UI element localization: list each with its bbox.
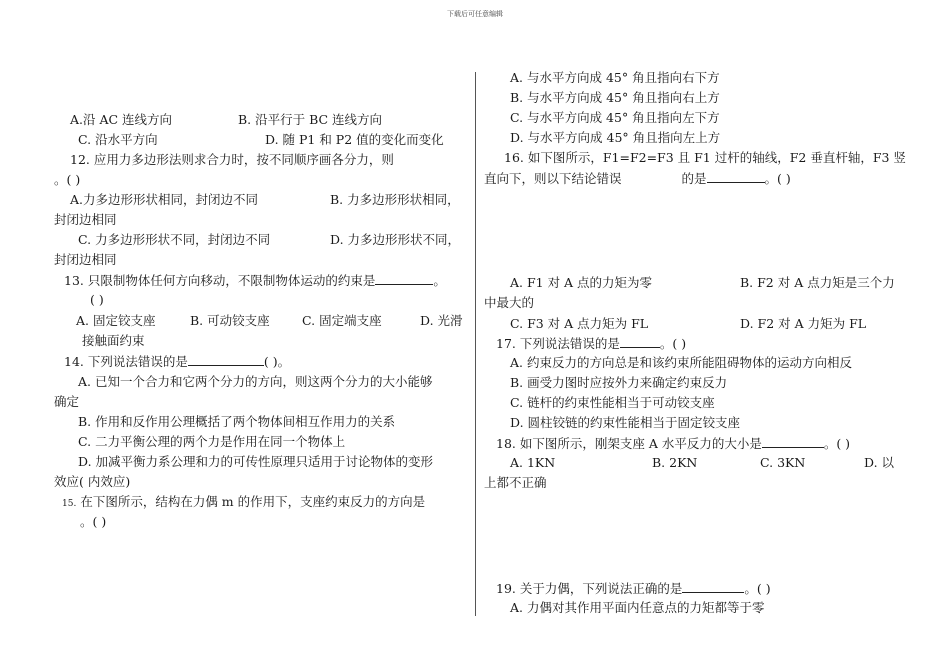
q16-option-b: B. F2 对 A 点力矩是三个力: [740, 275, 895, 290]
q11-option-a: A.沿 AC 连线方向: [70, 112, 173, 127]
q13-stem-text: 13. 只限制物体任何方向移动，不限制物体运动的约束是: [64, 273, 376, 288]
q11-option-d: D. 随 P1 和 P2 值的变化而变化: [265, 132, 444, 147]
q18-option-d: D. 以: [864, 455, 895, 470]
q16-stem-text-b: 的是: [681, 171, 707, 186]
q15-option-b: B. 与水平方向成 45° 角且指向右上方: [510, 90, 720, 105]
q12-option-b-cont: 封闭边相同: [54, 212, 117, 227]
q17-option-a: A. 约束反力的方向总是和该约束所能阻碍物体的运动方向相反: [510, 355, 852, 370]
q12-option-c: C. 力多边形形状不同，封闭边不同: [78, 232, 271, 247]
q14-option-d: D. 加减平衡力系公理和力的可传性原理只适用于讨论物体的变形: [78, 454, 434, 469]
q19-stem: [496, 580, 771, 597]
q14-stem: [64, 353, 290, 370]
q15-option-c: C. 与水平方向成 45° 角且指向左下方: [510, 110, 720, 125]
q12-option-d: D. 力多边形形状不同，: [330, 232, 461, 247]
q12-stem: 12. 应用力多边形法则求合力时，按不同顺序画各分力，则: [70, 152, 394, 167]
q16-stem-cont: [484, 170, 791, 187]
q13-option-d-cont: 接触面约束: [82, 333, 145, 348]
q16-stem-tail: 。( ): [764, 171, 791, 186]
q17-option-d: D. 圆柱铰链的约束性能相当于固定铰支座: [510, 415, 741, 430]
q12-option-a: A.力多边形形状相同，封闭边不同: [70, 192, 259, 207]
q16-stem-text: 直向下，则以下结论错误: [484, 171, 622, 186]
q14-option-b: B. 作用和反作用公理概括了两个物体间相互作用力的关系: [78, 414, 396, 429]
q17-option-c: C. 链杆的约束性能相当于可动铰支座: [510, 395, 715, 410]
column-divider: [475, 72, 476, 616]
q18-stem: [496, 435, 850, 452]
answer-blank: [620, 335, 660, 348]
q18-option-b: B. 2KN: [652, 455, 698, 470]
q14-option-a-cont: 确定: [54, 394, 80, 409]
answer-blank: [375, 272, 433, 285]
q14-stem-tail: ( )。: [263, 354, 291, 369]
q15-option-a: A. 与水平方向成 45° 角且指向右下方: [510, 70, 720, 85]
answer-blank: [762, 435, 824, 448]
q15-stem-text: 在下图所示，结构在力偶 m 的作用下，支座约束反力的方向是: [80, 494, 426, 509]
q19-option-a: A. 力偶对其作用平面内任意点的力矩都等于零: [510, 600, 765, 615]
q13-option-d: D. 光滑: [420, 313, 463, 328]
page-header: 下载后可任意编辑: [447, 10, 503, 18]
q13-option-a: A. 固定铰支座: [76, 313, 156, 328]
q12-option-d-cont: 封闭边相同: [54, 252, 117, 267]
q14-option-a: A. 已知一个合力和它两个分力的方向，则这两个分力的大小能够: [78, 374, 433, 389]
q17-stem: [496, 335, 686, 352]
q18-option-a: A. 1KN: [510, 455, 556, 470]
answer-blank: [682, 580, 744, 593]
q17-option-b: B. 画受力图时应按外力来确定约束反力: [510, 375, 728, 390]
q18-stem-tail: 。( ): [823, 436, 851, 451]
q19-stem-text: 19. 关于力偶，下列说法正确的是: [496, 581, 683, 596]
answer-blank: [188, 353, 264, 366]
q14-option-c: C. 二力平衡公理的两个力是作用在同一个物体上: [78, 434, 346, 449]
q16-stem: 16. 如下图所示，F1=F2=F3 且 F1 过杆的轴线，F2 垂直杆轴，F3 竖: [504, 150, 906, 165]
q18-option-d-cont: 上都不正确: [484, 475, 547, 490]
q13-paren: ( ): [90, 292, 104, 307]
q17-stem-tail: 。( ): [659, 336, 687, 351]
q16-option-a: A. F1 对 A 点的力矩为零: [510, 275, 653, 290]
q15-stem-cont: 。( ): [80, 514, 107, 529]
q15-stem: [62, 494, 425, 512]
q15-number: 15.: [62, 499, 77, 509]
answer-blank: [707, 170, 765, 183]
q19-stem-tail: 。( ): [744, 581, 771, 596]
q11-option-b: B. 沿平行于 BC 连线方向: [238, 112, 383, 127]
q14-stem-text: 14. 下列说法错误的是: [64, 354, 188, 369]
q12-stem-cont: 。( ): [54, 172, 81, 187]
q18-stem-text: 18. 如下图所示，刚架支座 A 水平反力的大小是: [496, 436, 762, 451]
q13-stem-tail: 。: [433, 273, 446, 288]
q14-option-d-cont: 效应( 内效应): [54, 474, 131, 489]
q18-option-c: C. 3KN: [760, 455, 806, 470]
q17-stem-text: 17. 下列说法错误的是: [496, 336, 620, 351]
q12-option-b: B. 力多边形形状相同，: [330, 192, 460, 207]
q16-option-c: C. F3 对 A 点力矩为 FL: [510, 316, 649, 331]
q13-option-c: C. 固定端支座: [302, 313, 382, 328]
q16-option-b-cont: 中最大的: [484, 295, 535, 310]
q13-option-b: B. 可动铰支座: [190, 313, 270, 328]
q15-option-d: D. 与水平方向成 45° 角且指向左上方: [510, 130, 721, 145]
q13-stem: [64, 272, 446, 289]
q16-option-d: D. F2 对 A 力矩为 FL: [740, 316, 867, 331]
q11-option-c: C. 沿水平方向: [78, 132, 158, 147]
